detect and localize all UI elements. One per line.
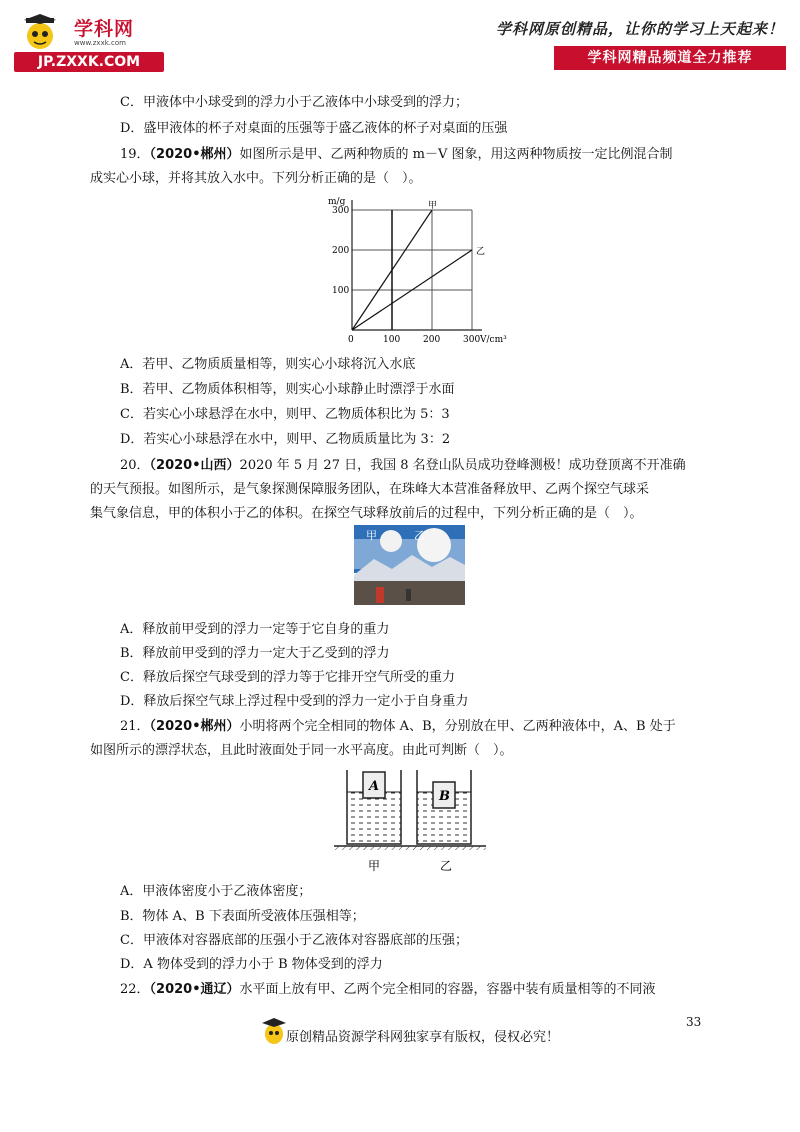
- q20-source: （2020•山西）: [149, 458, 240, 473]
- chart-lines: [352, 210, 472, 330]
- q20-option-c: C．释放后探空气球受到的浮力等于它排开空气所受的重力: [120, 670, 455, 685]
- q19-option-c: C．若实心小球悬浮在水中，则甲、乙物质体积比为 5：3: [120, 407, 450, 422]
- q20-stem-line2: 的天气预报。如图所示，是气象探测保障服务团队，在珠峰大本营准备释放甲、乙两个探空气球采: [90, 482, 650, 497]
- header-slogan: 学科网原创精品，让你的学习上天起来！: [495, 20, 784, 38]
- q19-option-d: D．若实心小球悬浮在水中，则甲、乙物质质量比为 3：2: [120, 432, 451, 447]
- q19-stem-line1: [120, 146, 673, 164]
- q21-stem1: 小明将两个完全相同的物体 A、B，分别放在甲、乙两种液体中，A、B 处于: [239, 719, 676, 734]
- page-header: [0, 0, 800, 80]
- y-axis-label: m/g: [328, 197, 346, 207]
- mascot-icon: [14, 14, 70, 52]
- container-label-yi: 乙: [440, 859, 453, 873]
- object-a-label: A: [369, 779, 380, 794]
- q19-number: 19．: [120, 147, 150, 162]
- x-tick-label: 100: [383, 335, 401, 345]
- q22-number: 22．: [120, 982, 150, 997]
- q21-option-c: C．甲液体对容器底部的压强小于乙液体对容器底部的压强；: [120, 933, 468, 948]
- logo-sub: www.zxxk.com: [74, 39, 126, 47]
- container-jia: [347, 770, 401, 844]
- page-number: 33: [686, 1015, 702, 1029]
- zxxk-logo[interactable]: [14, 14, 164, 74]
- q20-stem1: 2020 年 5 月 27 日，我国 8 名登山队员成功登峰测极！成功登顶离不开准确: [239, 458, 686, 473]
- container-label-jia: 甲: [368, 859, 381, 873]
- q21-source: （2020•郴州）: [149, 719, 240, 734]
- q20-option-a: A．释放前甲受到的浮力一定等于它自身的重力: [120, 622, 390, 637]
- y-tick-label: 200: [332, 246, 350, 256]
- q18-option-d: D．盛甲液体的杯子对桌面的压强等于盛乙液体的杯子对桌面的压强: [120, 121, 508, 136]
- x-tick-label: 200: [423, 335, 441, 345]
- x-tick-label: 0: [348, 335, 354, 345]
- object-b-label: B: [439, 789, 450, 804]
- q19-option-a: A．若甲、乙物质质量相等，则实心小球将沉入水底: [120, 357, 416, 372]
- photo-label-jia: 甲: [366, 529, 377, 542]
- q20-stem-line3: 集气象信息，甲的体积小于乙的体积。在探空气球释放前后的过程中，下列分析正确的是（ ）。: [90, 506, 643, 521]
- q19-option-b: B．若甲、乙物质体积相等，则实心小球静止时漂浮于水面: [120, 382, 455, 397]
- x-tick-label: 300: [463, 335, 481, 345]
- q21-stem-line2: 如图所示的漂浮状态，且此时液面处于同一水平高度。由此可判断（ ）。: [90, 743, 513, 758]
- q22-stem-line1: [120, 981, 656, 999]
- q20-option-d: D．释放后探空气球上浮过程中受到的浮力一定小于自身重力: [120, 694, 469, 709]
- logo-text: 学科网: [74, 18, 135, 40]
- y-tick-label: 300: [332, 206, 350, 216]
- chart-text: [328, 197, 507, 345]
- q20-option-b: B．释放前甲受到的浮力一定大于乙受到的浮力: [120, 646, 390, 661]
- q20-number: 20．: [120, 458, 150, 473]
- balloon-photo: [354, 525, 465, 605]
- series-label-yi: 乙: [476, 247, 486, 257]
- q22-source: （2020•通辽）: [149, 982, 240, 997]
- page-footer: [262, 1014, 662, 1050]
- q21-option-d: D．A 物体受到的浮力小于 B 物体受到的浮力: [120, 957, 383, 972]
- q21-number: 21．: [120, 719, 150, 734]
- logo-url[interactable]: JP.ZXXK.COM: [14, 52, 164, 72]
- q22-stem1: 水平面上放有甲、乙两个完全相同的容器，容器中装有质量相等的不同液: [239, 982, 656, 997]
- q19-source: （2020•郴州）: [149, 147, 240, 162]
- containers-figure: [334, 766, 494, 878]
- balloon-jia: [380, 530, 402, 552]
- header-tag: 学科网精品频道全力推荐: [554, 46, 786, 70]
- q21-stem-line1: [120, 718, 676, 736]
- chart-grid: [352, 200, 482, 330]
- series-label-jia: 甲: [428, 201, 438, 211]
- footer-text: 原创精品资源学科网独家享有版权，侵权必究！: [286, 1030, 560, 1045]
- x-axis-label: V/cm³: [480, 335, 507, 345]
- mv-chart: [318, 196, 508, 348]
- y-tick-label: 100: [332, 286, 350, 296]
- q21-option-b: B．物体 A、B 下表面所受液体压强相等；: [120, 909, 365, 924]
- container-yi: [417, 770, 471, 844]
- q20-stem-line1: [120, 457, 686, 475]
- q19-stem1: 如图所示是甲、乙两种物质的 m－V 图象，用这两种物质按一定比例混合制: [239, 147, 673, 162]
- q18-option-c: C．甲液体中小球受到的浮力小于乙液体中小球受到的浮力；: [120, 95, 468, 110]
- q19-stem-line2: 成实心小球，并将其放入水中。下列分析正确的是（ ）。: [90, 171, 422, 186]
- q21-option-a: A．甲液体密度小于乙液体密度；: [120, 884, 312, 899]
- photo-label-yi: 乙: [414, 529, 425, 542]
- mascot-icon: [262, 1016, 286, 1048]
